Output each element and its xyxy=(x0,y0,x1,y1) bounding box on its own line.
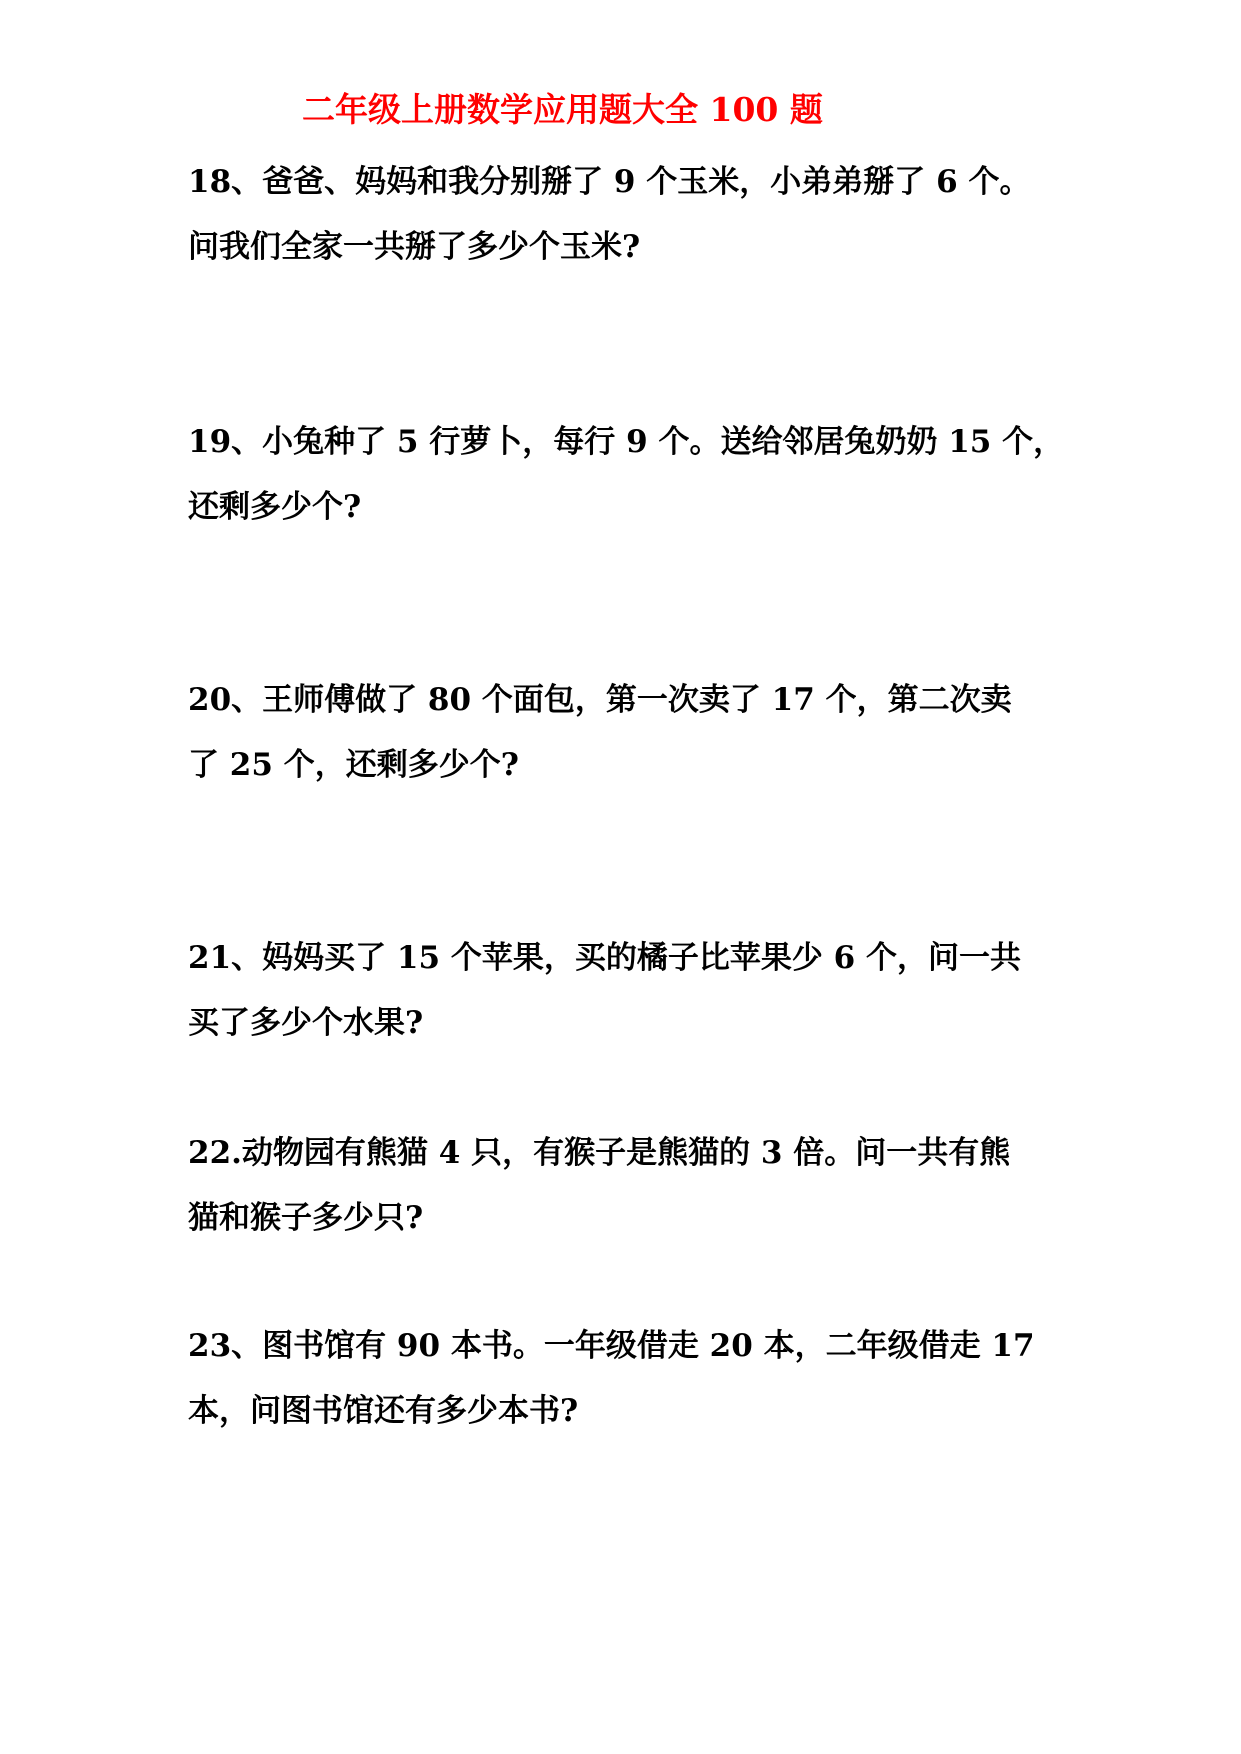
problem-23 xyxy=(188,1324,1088,1454)
problem-text-line: 21、妈妈买了 15 个苹果，买的橘子比苹果少 6 个，问一共 xyxy=(188,940,1022,976)
problem-21 xyxy=(188,936,1088,1066)
problem-text-line: 问我们全家一共掰了多少个玉米? xyxy=(188,229,641,265)
problem-22 xyxy=(188,1131,1088,1261)
problem-text-line: 20、王师傅做了 80 个面包，第一次卖了 17 个，第二次卖 xyxy=(188,682,1012,718)
problem-text-line: 23、图书馆有 90 本书。一年级借走 20 本，二年级借走 17 xyxy=(188,1328,1035,1364)
problem-text-line: 18、爸爸、妈妈和我分别掰了 9 个玉米，小弟弟掰了 6 个。 xyxy=(188,164,1031,200)
problem-text-line: 本，问图书馆还有多少本书? xyxy=(188,1393,579,1429)
problem-19 xyxy=(188,420,1088,550)
problem-20 xyxy=(188,678,1088,808)
problem-text-line: 22.动物园有熊猫 4 只，有猴子是熊猫的 3 倍。问一共有熊 xyxy=(188,1135,1011,1171)
problem-text-line: 猫和猴子多少只? xyxy=(188,1200,424,1236)
page-title: 二年级上册数学应用题大全 100 题 xyxy=(302,90,823,129)
problem-18 xyxy=(188,160,1088,290)
problem-text-line: 还剩多少个? xyxy=(188,489,362,525)
problem-text-line: 了 25 个，还剩多少个? xyxy=(188,747,519,783)
problem-text-line: 买了多少个水果? xyxy=(188,1005,424,1041)
problem-text-line: 19、小兔种了 5 行萝卜，每行 9 个。送给邻居兔奶奶 15 个， xyxy=(188,424,1065,460)
